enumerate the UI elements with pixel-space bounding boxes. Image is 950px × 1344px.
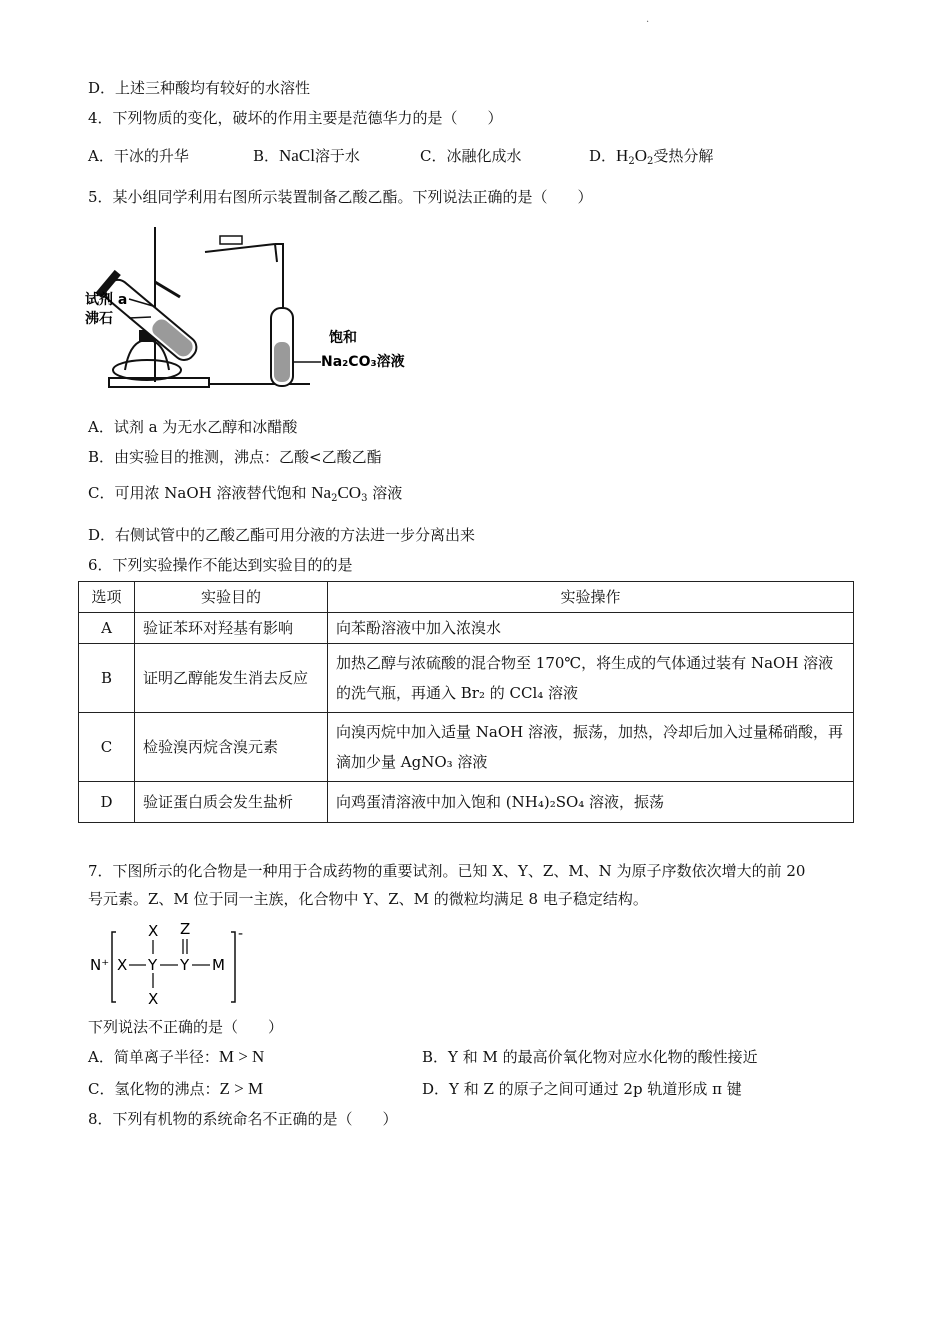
q5-option-c: C．可用浓 NaOH 溶液替代饱和 $Na_2CO_3$ 溶液 [88, 483, 403, 504]
q4-option-a: A．干冰的升华 [88, 147, 189, 165]
q5-option-d: D．右侧试管中的乙酸乙酯可用分液的方法进一步分离出来 [88, 526, 476, 544]
q7-stem-line1: 7．下图所示的化合物是一种用于合成药物的重要试剂。已知 X、Y、Z、M、N 为原子序数依次增大的前 20 [88, 862, 806, 880]
row-purpose: 检验溴丙烷含溴元素 [135, 713, 328, 782]
row-option: A [79, 613, 135, 644]
atom-x-bottom: X [148, 990, 159, 1008]
label-na2co3-solution: Na₂CO₃溶液 [321, 354, 405, 370]
header-operation: 实验操作 [328, 582, 854, 613]
atom-y-right: Y [180, 956, 190, 974]
q5-stem: 5．某小组同学利用右图所示装置制备乙酸乙酯。下列说法正确的是（ ） [88, 188, 593, 206]
row-purpose: 验证蛋白质会发生盐析 [135, 782, 328, 823]
q5-option-b: B．由实验目的推测，沸点：乙酸<乙酸乙酯 [88, 448, 382, 466]
q4-option-b: B．NaCl溶于水 [253, 146, 360, 165]
q7-option-c: C．氢化物的沸点：Z > M [88, 1079, 264, 1098]
atom-m: M [212, 956, 225, 974]
header-purpose: 实验目的 [135, 582, 328, 613]
header-option: 选项 [79, 582, 135, 613]
atom-x-top: X [148, 922, 159, 940]
q7-option-a: A．简单离子半径：M > N [88, 1047, 265, 1066]
q3-option-d: D．上述三种酸均有较好的水溶性 [88, 79, 311, 97]
atom-x-left: X [117, 956, 128, 974]
atom-y-left: Y [148, 956, 158, 974]
table-row [79, 713, 854, 782]
label-boiling-stone: 沸石 [85, 311, 113, 327]
header-mark: . [646, 14, 650, 25]
row-operation: 向苯酚溶液中加入浓溴水 [328, 613, 854, 644]
table-row [79, 644, 854, 713]
q4-option-c: C．冰融化成水 [420, 147, 522, 165]
label-saturated: 饱和 [329, 330, 357, 346]
label-reagent-a: 试剂 a [85, 292, 128, 308]
table-row [79, 613, 854, 644]
anion-charge: - [238, 926, 244, 942]
atom-z: Z [180, 920, 191, 938]
row-option: B [79, 644, 135, 713]
table-header-row [79, 582, 854, 613]
table-row [79, 782, 854, 823]
q8-stem: 8．下列有机物的系统命名不正确的是（ ） [88, 1110, 398, 1128]
row-purpose: 证明乙醇能发生消去反应 [135, 644, 328, 713]
row-option: C [79, 713, 135, 782]
atom-cation: N⁺ [90, 956, 110, 974]
q4-stem: 4．下列物质的变化，破坏的作用主要是范德华力的是（ ） [88, 109, 503, 127]
compound-structure-figure [88, 918, 258, 1010]
q7-option-b: B．Y 和 M 的最高价氧化物对应水化物的酸性接近 [422, 1048, 758, 1066]
row-operation: 加热乙醇与浓硫酸的混合物至 170℃，将生成的气体通过装有 NaOH 溶液的洗气瓶，再通入 Br₂ 的 CCl₄ 溶液 [328, 644, 854, 713]
row-option: D [79, 782, 135, 823]
q7-stem-line2: 号元素。Z、M 位于同一主族，化合物中 Y、Z、M 的微粒均满足 8 电子稳定结构。 [88, 890, 648, 908]
q7-option-d: D．Y 和 Z 的原子之间可通过 2p 轨道形成 π 键 [422, 1080, 742, 1098]
row-operation: 向鸡蛋清溶液中加入饱和 (NH₄)₂SO₄ 溶液，振荡 [328, 782, 854, 823]
experiment-table [78, 581, 854, 823]
q4-option-d: D．$H_2O_2$受热分解 [589, 146, 714, 167]
q5-option-a: A．试剂 a 为无水乙醇和冰醋酸 [88, 418, 298, 436]
row-operation: 向溴丙烷中加入适量 NaOH 溶液，振荡，加热，冷却后加入过量稀硝酸，再滴加少量 AgNO₃ 溶液 [328, 713, 854, 782]
ester-apparatus-figure [85, 222, 415, 402]
q6-stem: 6．下列实验操作不能达到实验目的的是 [88, 556, 353, 574]
q7-question: 下列说法不正确的是（ ） [88, 1018, 284, 1036]
row-purpose: 验证苯环对羟基有影响 [135, 613, 328, 644]
